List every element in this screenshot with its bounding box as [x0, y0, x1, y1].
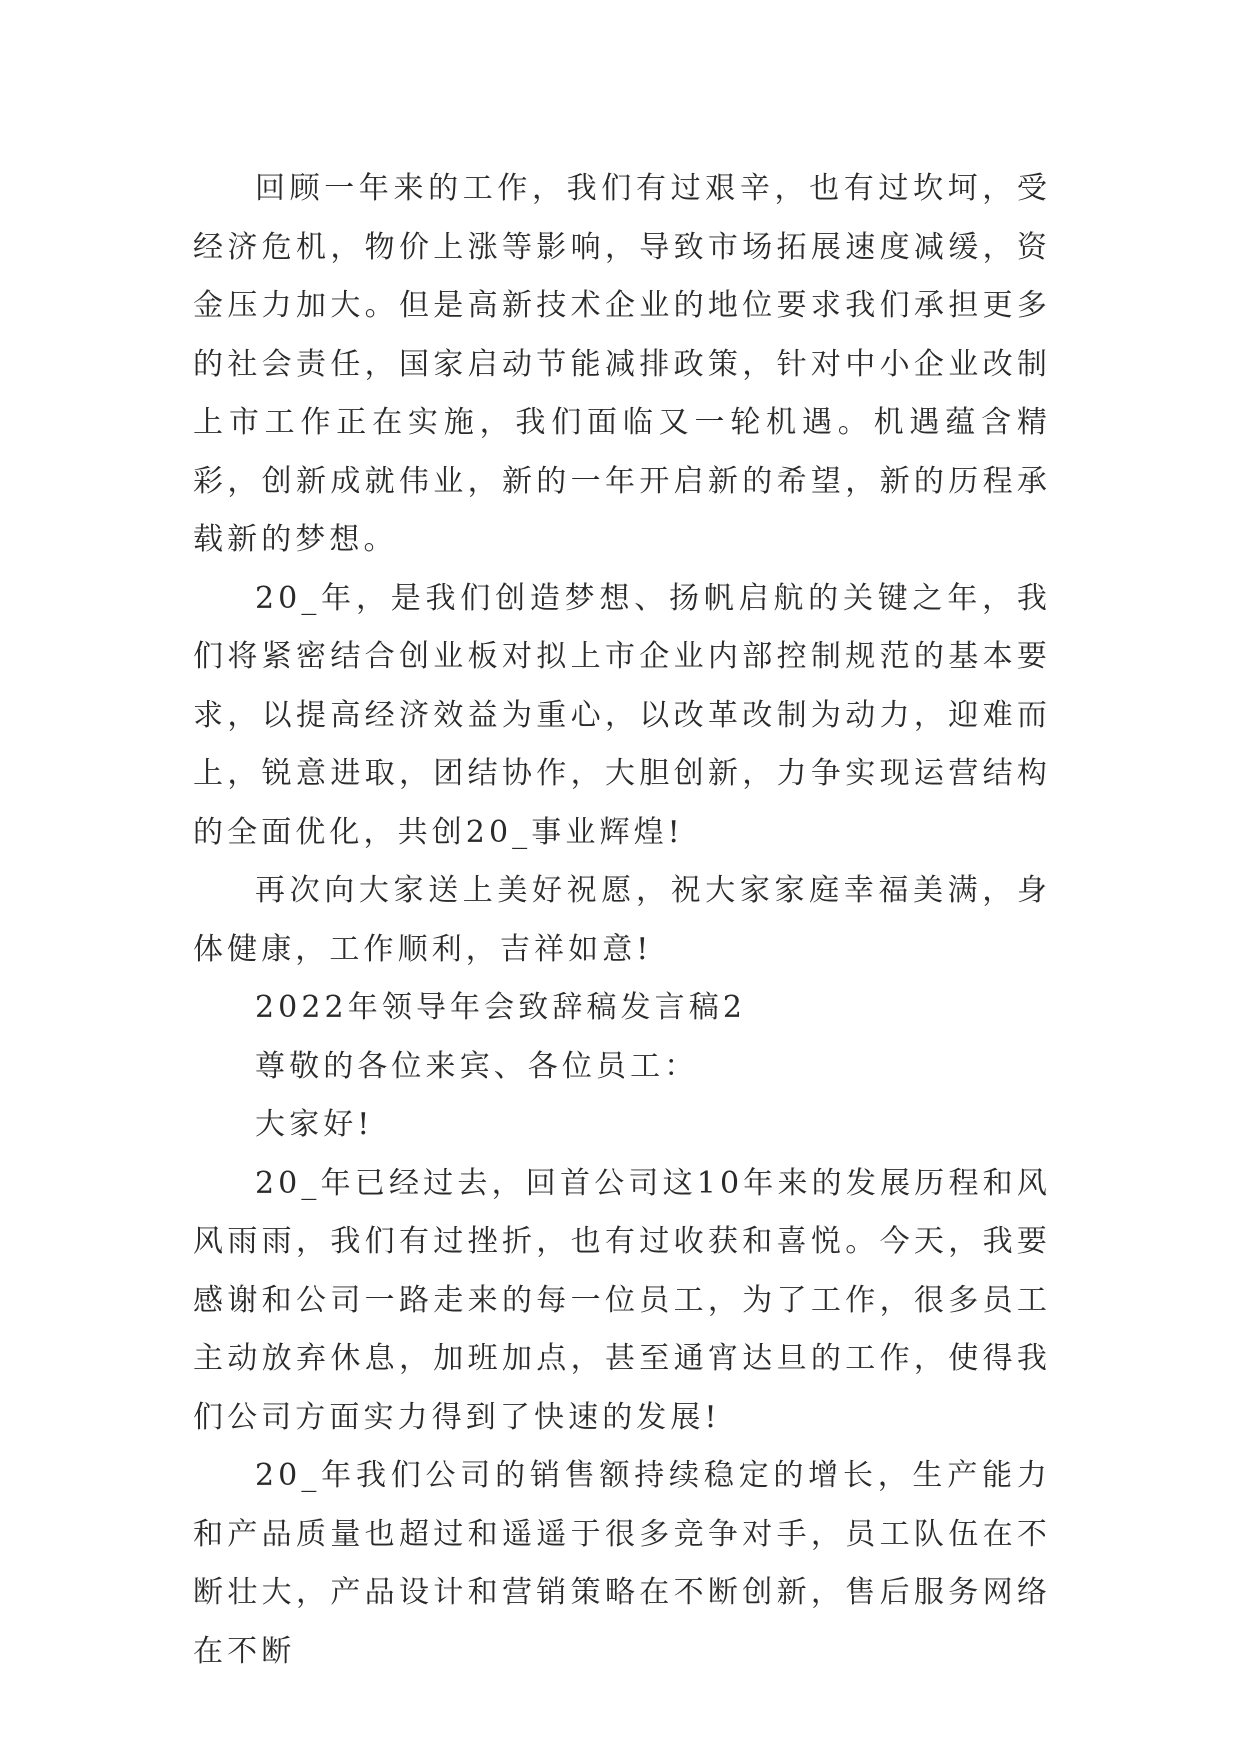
- salutation: 尊敬的各位来宾、各位员工：: [255, 1048, 699, 1084]
- paragraph-thanks: 20_年已经过去，回首公司这10年来的发展历程和风风雨雨，我们有过挫折，也有过收获和喜悦。今天，我要感谢和公司一路走来的每一位员工，为了工作，很多员工主动放弃休息，加班加点，甚至通宵达旦的工作，使得我们公司方面实力得到了快速的发展!: [193, 1165, 1051, 1435]
- paragraph-review: 回顾一年来的工作，我们有过艰辛，也有过坎坷，受经济危机，物价上涨等影响，导致市场拓展速度减缓，资金压力加大。但是高新技术企业的地位要求我们承担更多的社会责任，国家启动节能减排政策，针对中小企业改制上市工作正在实施，我们面临又一轮机遇。机遇蕴含精彩，创新成就伟业，新的一年开启新的希望，新的历程承载新的梦想。: [193, 171, 1051, 557]
- section-title: 2022年领导年会致辞稿发言稿2: [255, 990, 747, 1025]
- paragraph-goals: 20_年，是我们创造梦想、扬帆启航的关键之年，我们将紧密结合创业板对拟上市企业内部控制规范的基本要求，以提高经济效益为重心，以改革改制为动力，迎难而上，锐意进取，团结协作，大胆创新，力争实现运营结构的全面优化，共创20_事业辉煌!: [193, 580, 1051, 850]
- paragraph-wishes: 再次向大家送上美好祝愿，祝大家家庭幸福美满，身体健康，工作顺利，吉祥如意!: [193, 873, 1051, 967]
- greeting: 大家好!: [255, 1107, 374, 1142]
- document-body: [193, 160, 1051, 1681]
- paragraph-growth: 20_年我们公司的销售额持续稳定的增长，生产能力和产品质量也超过和遥遥于很多竞争对手，员工队伍在不断壮大，产品设计和营销策略在不断创新，售后服务网络在不断: [193, 1458, 1051, 1669]
